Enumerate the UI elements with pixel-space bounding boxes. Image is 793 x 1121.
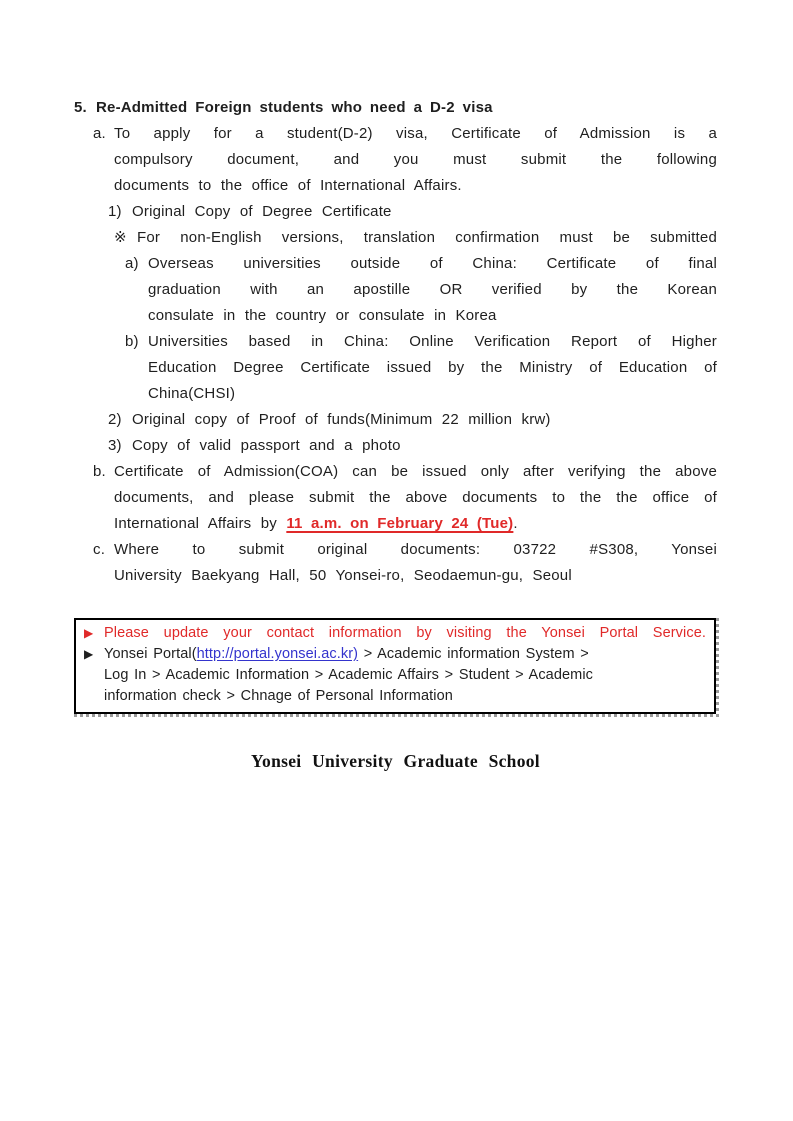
section-number: 5. <box>74 99 87 116</box>
list-marker: 1) <box>108 203 122 220</box>
list-item-c <box>93 537 717 589</box>
notice-portal-text <box>104 644 706 665</box>
text-line: Original Copy of Degree Certificate <box>132 203 392 220</box>
list-item-2 <box>108 407 717 433</box>
notice-portal-line <box>84 644 706 665</box>
deadline-text: 11 a.m. on February 24 (Tue) <box>286 515 514 532</box>
notice-alert-text: Please update your contact information by visiting the Yonsei Portal Service. <box>104 625 706 641</box>
sublist-item-b <box>125 329 717 407</box>
list-item-text <box>114 121 717 199</box>
arrow-bullet-icon: ▶ <box>84 647 94 661</box>
portal-suffix: > Academic information System > <box>358 646 589 662</box>
list-item-text <box>132 407 717 433</box>
text-line: China(CHSI) <box>148 385 236 402</box>
list-marker: a. <box>93 125 106 142</box>
list-item-text <box>148 251 717 329</box>
list-item-text <box>114 537 717 589</box>
text-line: Certificate of Admission(COA) can be issued only after verifying the above <box>114 463 717 480</box>
text-line: Education Degree Certificate issued by the Ministry of Education of <box>148 359 717 376</box>
text-line: Copy of valid passport and a photo <box>132 437 401 454</box>
text-line: documents to the office of International Affairs. <box>114 177 462 194</box>
list-item-text <box>114 459 717 537</box>
notice-box-shadow <box>74 618 719 717</box>
list-marker: 3) <box>108 437 122 454</box>
list-marker: b. <box>93 463 106 480</box>
list-item-text <box>148 329 717 407</box>
portal-prefix: Yonsei Portal( <box>104 646 197 662</box>
text-line: To apply for a student(D-2) visa, Certificate of Admission is a <box>114 125 717 142</box>
section-heading <box>74 95 717 121</box>
list-item-b <box>93 459 717 537</box>
list-item-1 <box>108 199 717 225</box>
list-marker: 2) <box>108 411 122 428</box>
text-line: Universities based in China: Online Verification Report of Higher <box>148 333 717 350</box>
portal-url-link[interactable]: http://portal.yonsei.ac.kr) <box>196 646 359 662</box>
list-item-text <box>132 433 717 459</box>
remark-note <box>114 225 717 251</box>
list-item-a <box>93 121 717 199</box>
list-item-text <box>132 199 717 225</box>
document-body <box>74 95 717 773</box>
sublist-item-a <box>125 251 717 329</box>
list-item-3 <box>108 433 717 459</box>
deadline-prefix: International Affairs by <box>114 515 287 532</box>
text-line: Overseas universities outside of China: Certificate of final <box>148 255 717 272</box>
section-heading-text: Re-Admitted Foreign students who need a D-2 visa <box>96 99 493 116</box>
text-line: Original copy of Proof of funds(Minimum 22 million krw) <box>132 411 551 428</box>
deadline-suffix: . <box>513 515 518 532</box>
text-line: University Baekyang Hall, 50 Yonsei-ro, Seodaemun-gu, Seoul <box>114 567 572 584</box>
list-marker: b) <box>125 333 139 350</box>
list-marker: a) <box>125 255 139 272</box>
text-line: graduation with an apostille OR verified by the Korean <box>148 281 717 298</box>
reference-mark-icon: ※ <box>114 229 127 246</box>
list-marker: c. <box>93 541 106 558</box>
text-line: Where to submit original documents: 03722 #S308, Yonsei <box>114 541 717 558</box>
text-line: documents, and please submit the above documents to the the office of <box>114 489 717 506</box>
notice-alert-line <box>84 623 706 644</box>
notice-path-line: information check > Chnage of Personal Information <box>104 688 453 704</box>
text-line: For non-English versions, translation confirmation must be submitted <box>137 229 717 246</box>
text-line: compulsory document, and you must submit the following <box>114 151 717 168</box>
footer-title: Yonsei University Graduate School <box>251 751 540 771</box>
notice-box <box>74 618 716 714</box>
notice-path-line: Log In > Academic Information > Academic Affairs > Student > Academic <box>104 667 594 683</box>
text-line-with-deadline <box>114 511 717 537</box>
remark-text <box>137 225 717 251</box>
arrow-bullet-icon: ▶ <box>84 626 94 640</box>
text-line: consulate in the country or consulate in Korea <box>148 307 497 324</box>
